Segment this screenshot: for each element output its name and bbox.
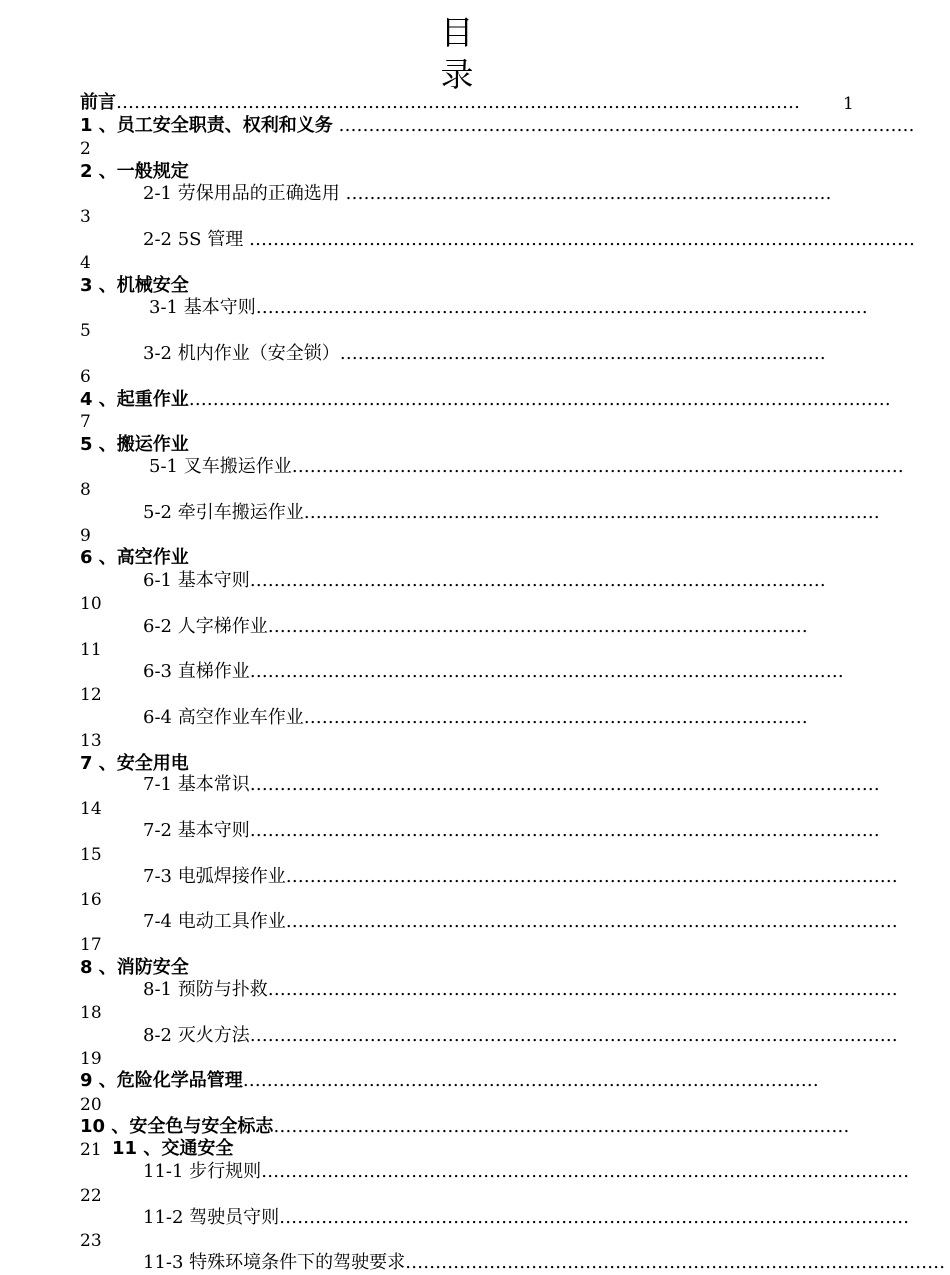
toc-entry-4[interactable] <box>80 388 891 412</box>
toc-page-number: 11 <box>80 640 102 660</box>
toc-page-number: 18 <box>80 1003 102 1023</box>
toc-leader: ……………………………………………………………………………………………………… <box>188 389 891 410</box>
toc-label: 11-2 驾驶员守则 <box>143 1207 280 1228</box>
toc-page-number: 10 <box>80 594 102 614</box>
toc-page-number: 4 <box>80 253 91 273</box>
toc-label: 8-1 预防与扑救 <box>143 979 268 1000</box>
toc-page-number: 13 <box>80 731 102 751</box>
toc-entry-8-2[interactable] <box>143 1024 898 1048</box>
toc-leader: …………………………………………………………………………………………………… <box>116 92 800 113</box>
toc-leader: ………………………………………………………………………… <box>303 707 808 728</box>
toc-entry-3-1[interactable] <box>149 296 868 320</box>
toc-entry-10[interactable] <box>80 1115 850 1139</box>
toc-section-6[interactable] <box>80 546 380 570</box>
toc-leader: …………………………………………………………………………………………… <box>267 979 898 1000</box>
toc-leader: ………………………………………………………………………………………… <box>285 866 898 887</box>
toc-page-number: 6 <box>80 367 91 387</box>
toc-page-number: 22 <box>80 1186 102 1206</box>
toc-label: 5 、搬运作业 <box>80 434 189 455</box>
toc-label: 7-1 基本常识 <box>143 774 250 795</box>
toc-label: 11-1 步行规则 <box>143 1161 262 1182</box>
toc-entry-6-2[interactable] <box>143 615 823 639</box>
toc-entry-5-2[interactable] <box>143 501 880 525</box>
toc-label: 6 、高空作业 <box>80 547 189 568</box>
toc-label: 6-4 高空作业车作业 <box>143 707 304 728</box>
toc-section-11[interactable] <box>112 1137 412 1161</box>
toc-label: 4 、起重作业 <box>80 389 189 410</box>
toc-leader: ……………………………………………………………………… <box>339 183 832 204</box>
toc-entry-7-4[interactable] <box>143 910 898 934</box>
toc-page-number: 1 <box>843 94 854 114</box>
toc-entry-9[interactable] <box>80 1069 833 1093</box>
toc-label: 2-1 劳保用品的正确选用 <box>143 183 340 204</box>
toc-page-number: 19 <box>80 1049 102 1069</box>
toc-entry-1[interactable] <box>80 114 915 138</box>
toc-label: 6-2 人字梯作业 <box>143 616 268 637</box>
toc-page-number: 15 <box>80 845 102 865</box>
toc-section-3[interactable] <box>80 274 380 298</box>
toc-leader: ……………………………………………………………………………………………… <box>261 1161 910 1182</box>
toc-page-number: 7 <box>80 412 91 432</box>
toc-entry-11-2[interactable] <box>143 1206 910 1230</box>
toc-entry-11-1[interactable] <box>143 1160 910 1184</box>
toc-leader: …………………………………………………………………………………… <box>273 1116 850 1137</box>
toc-leader: …………………………………………………………………………………………… <box>249 774 880 795</box>
toc-label: 8-2 灭火方法 <box>143 1025 250 1046</box>
toc-label: 8 、消防安全 <box>80 957 189 978</box>
toc-label: 3-1 基本守则 <box>149 297 256 318</box>
toc-label: 7-4 电动工具作业 <box>143 911 286 932</box>
toc-label: 11 、交通安全 <box>112 1138 234 1159</box>
toc-leader: ……………………………………………………………………………… <box>405 1252 946 1273</box>
toc-leader: …………………………………………………………………………………… <box>242 1070 819 1091</box>
toc-leader: …………………………………………………………………………………………… <box>279 1207 910 1228</box>
toc-entry-6-3[interactable] <box>143 660 844 684</box>
toc-label: 6-3 直梯作业 <box>143 661 250 682</box>
toc-leader: ………………………………………………………………………………………………… <box>243 229 915 250</box>
toc-section-5[interactable] <box>80 433 380 457</box>
toc-title-char-1: 目 <box>440 13 474 52</box>
toc-leader: ……………………………………………………………………………………………… <box>249 1025 898 1046</box>
toc-page-number: 5 <box>80 321 91 341</box>
toc-label: 7-2 基本守则 <box>143 820 250 841</box>
toc-entry-3-2[interactable] <box>143 342 826 366</box>
toc-label: 7 、安全用电 <box>80 753 189 774</box>
toc-page-number: 23 <box>80 1231 102 1251</box>
toc-label: 5-2 牵引车搬运作业 <box>143 502 304 523</box>
toc-page-number: 16 <box>80 890 102 910</box>
toc-page-number: 9 <box>80 526 91 546</box>
toc-leader: …………………………………………………………………………………… <box>303 502 880 523</box>
toc-entry-8-1[interactable] <box>143 978 898 1002</box>
toc-entry-2-2[interactable] <box>143 228 915 252</box>
toc-entry-7-3[interactable] <box>143 865 898 889</box>
toc-page-number: 3 <box>80 207 91 227</box>
toc-entry-7-2[interactable] <box>143 819 880 843</box>
toc-section-8[interactable] <box>80 956 380 980</box>
toc-label: 3 、机械安全 <box>80 275 189 296</box>
toc-leader: ……………………………………………………………………………… <box>267 616 808 637</box>
toc-label: 7-3 电弧焊接作业 <box>143 866 286 887</box>
toc-leader: ……………………………………………………………………………………… <box>249 661 844 682</box>
toc-label: 前言 <box>80 92 116 113</box>
toc-entry-preface[interactable] <box>80 91 835 115</box>
toc-page-number: 14 <box>80 799 102 819</box>
toc-entry-11-3[interactable] <box>143 1251 946 1273</box>
toc-entry-6-4[interactable] <box>143 706 823 730</box>
toc-leader: …………………………………………………………………………………… <box>332 115 915 136</box>
toc-leader: ……………………………………………………………………… <box>339 343 826 364</box>
toc-page-number: 20 <box>80 1095 102 1115</box>
toc-leader: ………………………………………………………………………………………… <box>285 911 898 932</box>
toc-label: 6-1 基本守则 <box>143 570 250 591</box>
toc-leader: ………………………………………………………………………………………… <box>291 456 904 477</box>
toc-label: 2 、一般规定 <box>80 161 189 182</box>
toc-entry-2-1[interactable] <box>143 182 833 206</box>
toc-leader: ………………………………………………………………………………………… <box>255 297 868 318</box>
toc-label: 1 、员工安全职责、权利和义务 <box>80 115 333 136</box>
toc-label: 5-1 叉车搬运作业 <box>149 456 292 477</box>
toc-section-2[interactable] <box>80 160 380 184</box>
toc-leader: …………………………………………………………………………………… <box>249 570 826 591</box>
toc-entry-7-1[interactable] <box>143 773 880 797</box>
toc-label: 9 、危险化学品管理 <box>80 1070 243 1091</box>
toc-label: 3-2 机内作业（安全锁） <box>143 343 340 364</box>
toc-leader: …………………………………………………………………………………………… <box>249 820 880 841</box>
toc-page-number: 12 <box>80 685 102 705</box>
toc-label: 10 、安全色与安全标志 <box>80 1116 274 1137</box>
toc-title-char-2: 录 <box>440 55 474 94</box>
toc-page-number: 2 <box>80 139 91 159</box>
toc-label: 11-3 特殊环境条件下的驾驶要求 <box>143 1252 406 1273</box>
toc-page-number: 17 <box>80 935 102 955</box>
toc-entry-6-1[interactable] <box>143 569 826 593</box>
toc-page-number: 8 <box>80 480 91 500</box>
toc-label: 2-2 5S 管理 <box>143 229 244 250</box>
toc-entry-5-1[interactable] <box>149 455 904 479</box>
toc-page-number: 21 <box>80 1140 102 1160</box>
